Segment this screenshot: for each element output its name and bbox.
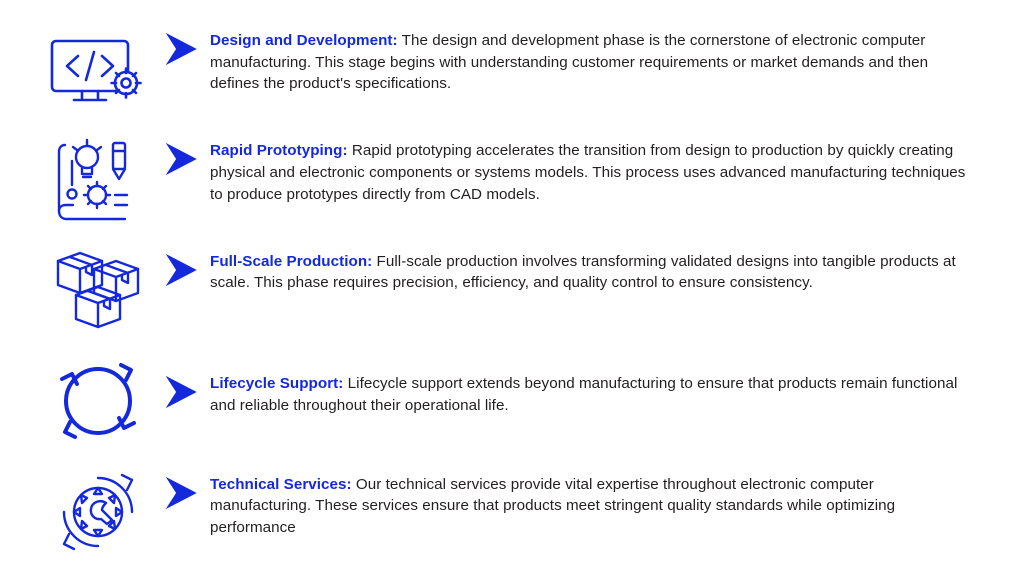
list-item-body: Full-scale production involves transforming validated designs into tangible products at scale. This phase requires precision, efficiency, and quality control to ensure consistency.: [210, 252, 956, 292]
list-item: [44, 456, 994, 566]
play-triangle-icon: [152, 456, 210, 566]
list-item: [44, 345, 994, 455]
prototype-lightbulb-pencil-icon: [44, 124, 152, 234]
list-item-text: [210, 456, 994, 539]
gear-wrench-support-icon: [44, 456, 152, 566]
play-triangle-icon: [152, 124, 210, 234]
list-item-body: Lifecycle support extends beyond manufacturing to ensure that products remain functional and reliable throughout their operational life.: [210, 375, 958, 414]
list-item-lead: Design and Development:: [210, 32, 398, 49]
list-item-body: Our technical services provide vital expertise throughout electronic computer manufacturing. These services ensure that products meet stringent quality standards while optimizing performance: [210, 475, 896, 536]
list-item-lead: Full-Scale Production:: [210, 252, 373, 270]
list-item-lead: Technical Services:: [210, 475, 352, 493]
circular-arrows-lifecycle-icon: [44, 345, 152, 455]
list-item: [44, 14, 994, 124]
list-item-text: [210, 345, 994, 416]
list-item-text: [210, 124, 994, 205]
play-triangle-icon: [152, 14, 210, 124]
play-triangle-icon: [152, 235, 210, 345]
list-item-lead: Lifecycle Support:: [210, 375, 344, 393]
list-item-lead: Rapid Prototyping:: [210, 142, 348, 160]
list-item: [44, 124, 994, 234]
list-item-body: The design and development phase is the cornerstone of electronic computer manufacturing. This stage begins with understanding customer requirements or market demands and then defines the product's specifications.: [210, 32, 929, 93]
list-item-text: [210, 235, 994, 294]
boxes-production-icon: [44, 235, 152, 345]
list-item-body: Rapid prototyping accelerates the transition from design to production by quickly creating physical and electronic components or systems models. This process uses advanced manufacturing techniques to produce prototypes directly from CAD models.: [210, 142, 966, 203]
list-item-text: [210, 14, 994, 95]
list-item: [44, 235, 994, 345]
code-monitor-gear-icon: [44, 14, 152, 124]
play-triangle-icon: [152, 345, 210, 455]
